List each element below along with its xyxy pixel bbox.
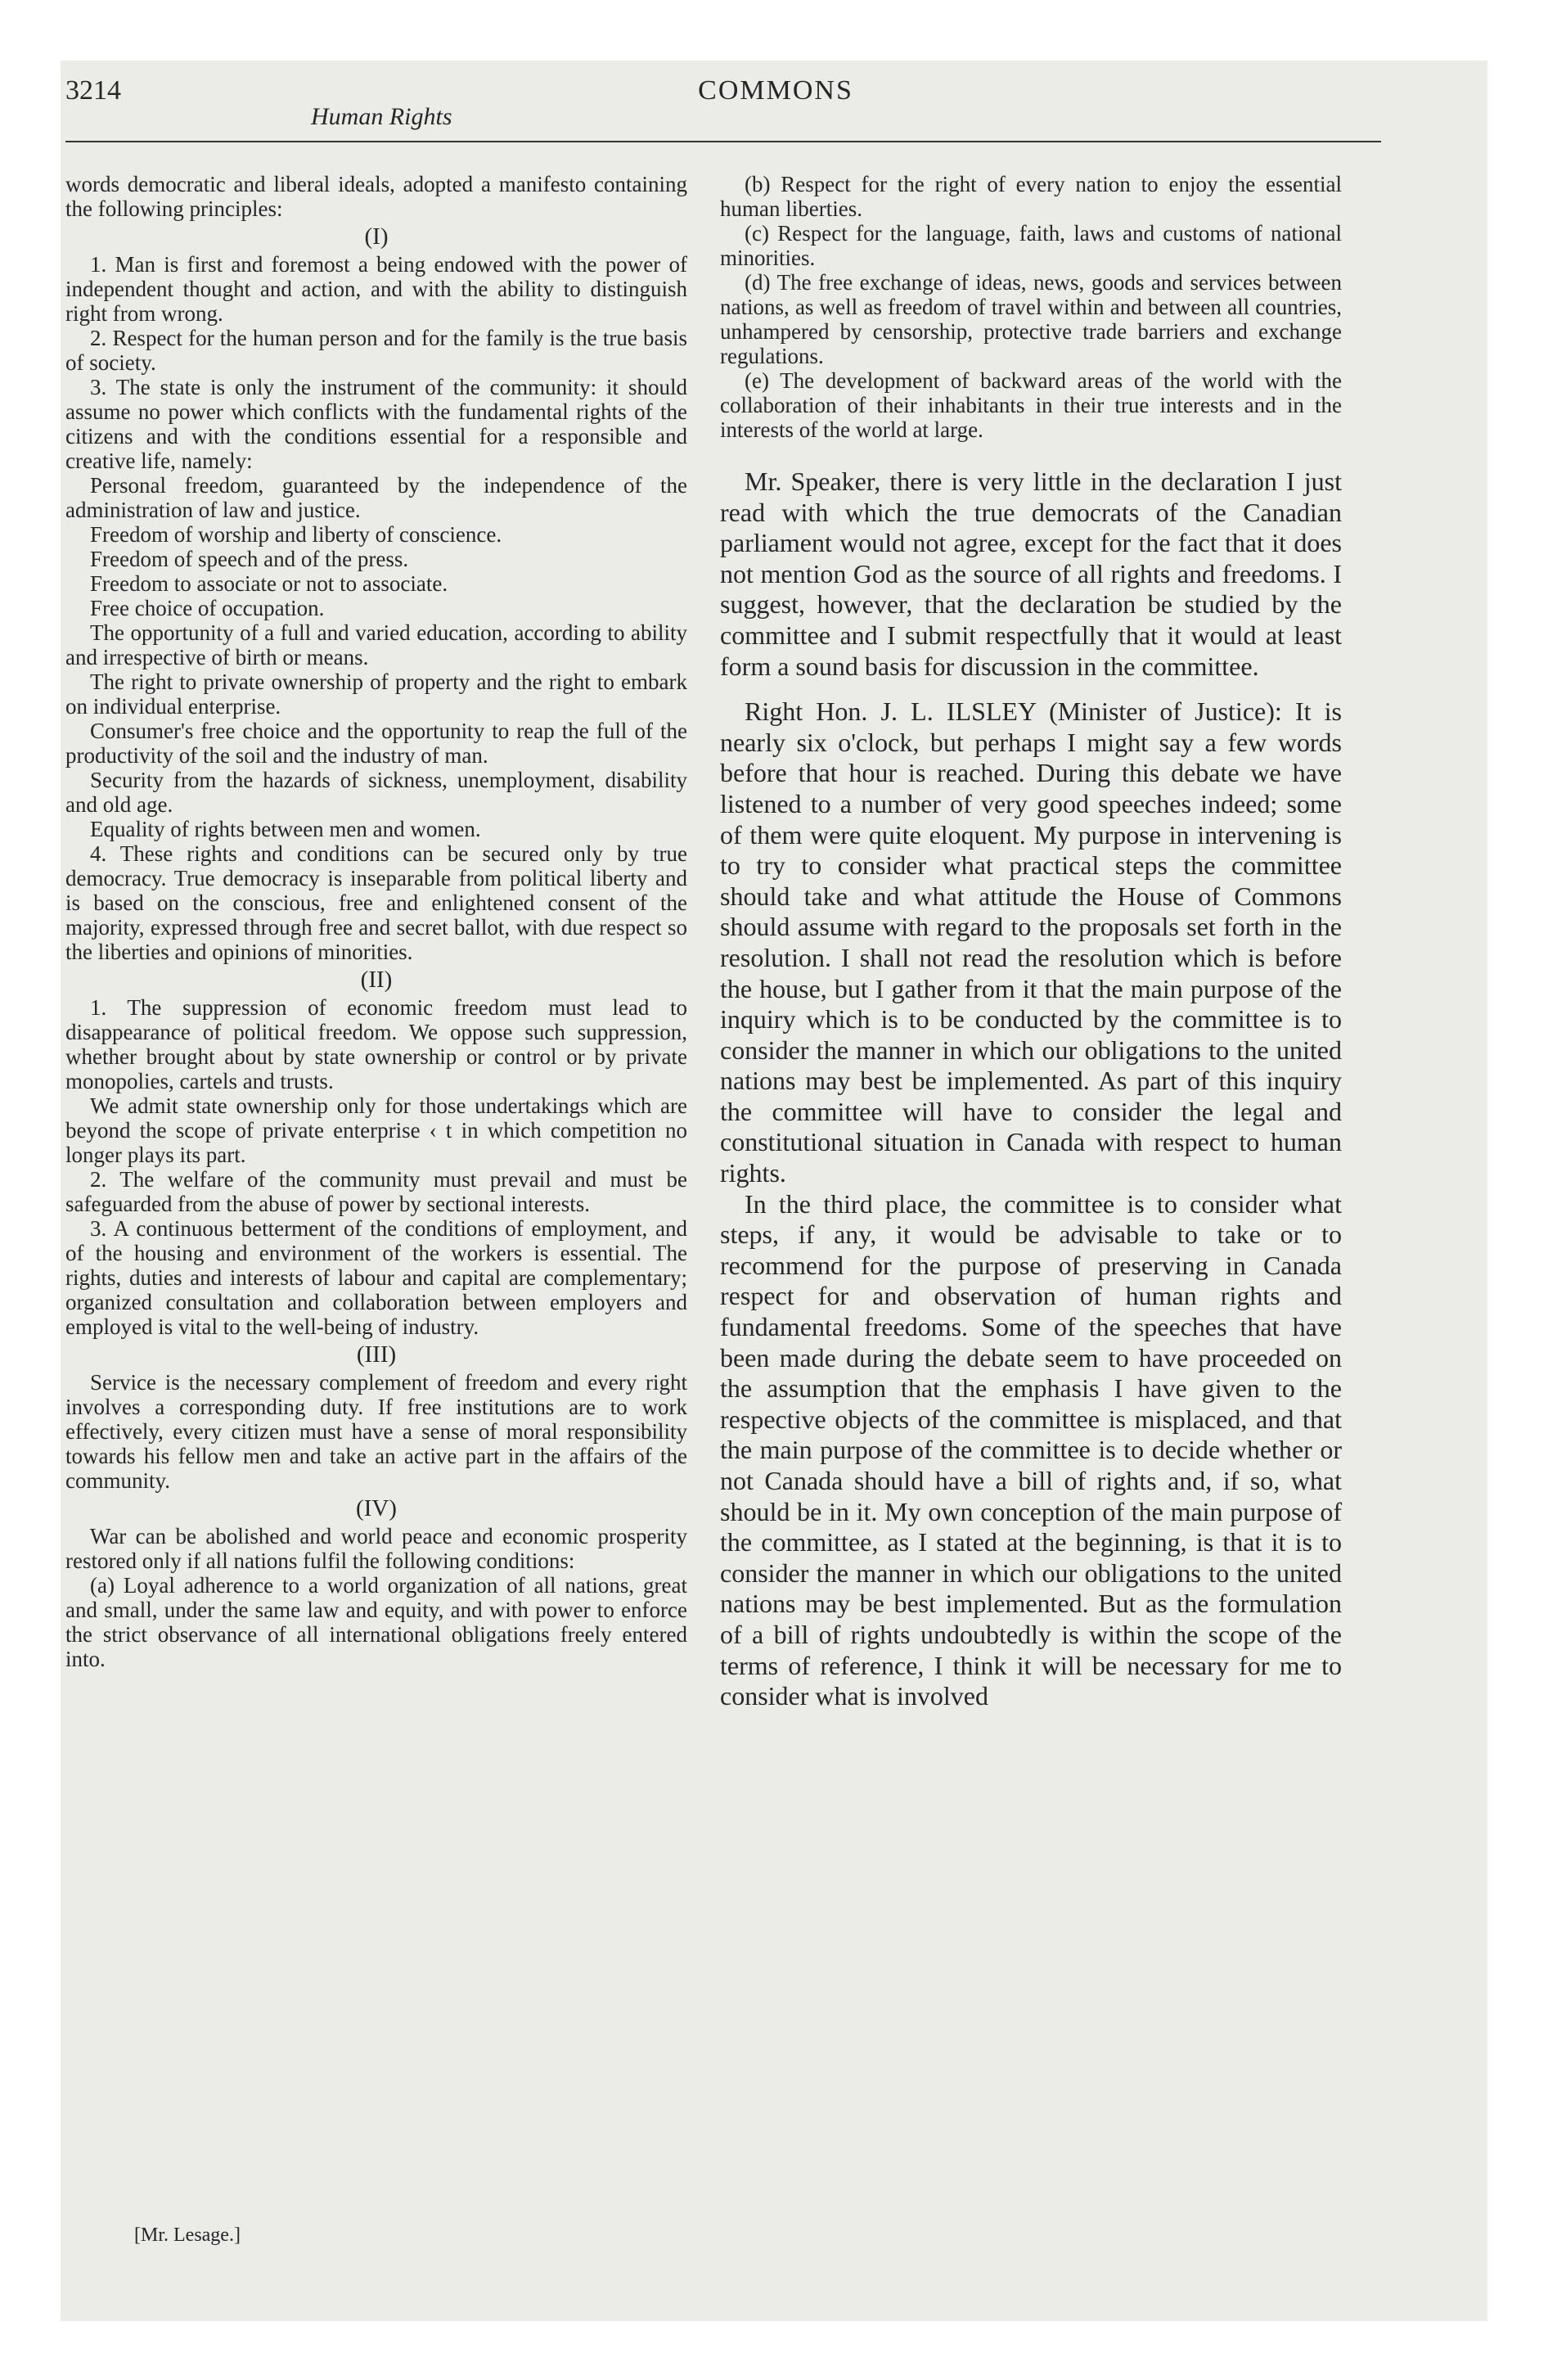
right-column bbox=[720, 172, 1342, 1727]
left-column bbox=[65, 172, 687, 1671]
section-heading-i: (I) bbox=[364, 223, 389, 250]
principle-paragraph: (a) Loyal adherence to a world organization of all nations, great and small, under the same law and equity, and with power to enforce the strict observance of all international obligations freely entered into. bbox=[65, 1573, 687, 1671]
principle-paragraph: 1. The suppression of economic freedom must lead to disappearance of political freedom. We oppose such suppression, whether brought about by state ownership or control or by private monopolies, cartels and trusts. bbox=[65, 995, 687, 1093]
principle-paragraph: Personal freedom, guaranteed by the independence of the administration of law and justice. bbox=[65, 473, 687, 522]
section-heading-ii: (II) bbox=[360, 967, 393, 993]
section-heading-iv: (IV) bbox=[356, 1495, 397, 1521]
intro-paragraph: words democratic and liberal ideals, adopted a manifesto containing the following principles: bbox=[65, 172, 687, 221]
principle-paragraph: We admit state ownership only for those undertakings which are beyond the scope of private enterprise ‹ t in which competition no longer plays its part. bbox=[65, 1093, 687, 1167]
principle-paragraph: 2. The welfare of the community must prevail and must be safeguarded from the abuse of power by sectional interests. bbox=[65, 1167, 687, 1216]
speaker-footer-tag: [Mr. Lesage.] bbox=[134, 2224, 241, 2246]
principle-paragraph: Security from the hazards of sickness, unemployment, disability and old age. bbox=[65, 768, 687, 817]
principle-paragraph: Freedom of speech and of the press. bbox=[90, 547, 409, 571]
speech-paragraph-ilsley: Right Hon. J. L. ILSLEY (Minister of Justice): It is nearly six o'clock, but perhaps I might say a few words before that hour is reached. During this debate we have listened to a number of very good speeches indeed; some of them were quite eloquent. My purpose in intervening is to try to consider what practical steps the committee should take and what attitude the House of Commons should assume with regard to the proposals set forth in the resolution. I shall not read the resolution which is before the house, but I gather from it that the main purpose of the inquiry which is to be conducted by the committee is to consider the manner in which our obligations to the united nations may best be implemented. As part of this inquiry the committee will have to consider the legal and constitutional situation in Canada with respect to human rights. bbox=[720, 696, 1342, 1188]
principle-paragraph: Equality of rights between men and women. bbox=[90, 817, 481, 841]
conditions-list bbox=[720, 172, 1342, 442]
condition-paragraph: (b) Respect for the right of every nation to enjoy the essential human liberties. bbox=[720, 172, 1342, 221]
principle-paragraph: War can be abolished and world peace and economic prosperity restored only if all nations fulfil the following conditions: bbox=[65, 1524, 687, 1573]
principle-paragraph: 3. The state is only the instrument of the community: it should assume no power which conflicts with the fundamental rights of the citizens and with the conditions essential for a responsible and creative life, namely: bbox=[65, 375, 687, 473]
speech-text bbox=[720, 467, 1342, 1712]
principle-paragraph: 3. A continuous betterment of the conditions of employment, and of the housing and environment of the workers is essential. The rights, duties and interests of labour and capital are complementary; organized consultation and collaboration between employers and employed is vital to the well-being of industry. bbox=[65, 1216, 687, 1339]
principle-paragraph: Free choice of occupation. bbox=[90, 596, 325, 620]
condition-paragraph: (d) The free exchange of ideas, news, goods and services between nations, as well as freedom of travel within and between all countries, unhampered by censorship, protective trade barriers and exchange regulations. bbox=[720, 270, 1342, 368]
speech-paragraph-speaker: Mr. Speaker, there is very little in the declaration I just read with which the true democrats of the Canadian parliament would not agree, except for the fact that it does not mention God as the source of all rights and freedoms. I suggest, however, that the declaration be studied by the committee and I submit respectfully that it would at least form a sound basis for discussion in the committee. bbox=[720, 467, 1342, 681]
chamber-heading: COMMONS bbox=[698, 75, 853, 106]
principle-paragraph: Service is the necessary complement of freedom and every right involves a corresponding duty. If free institutions are to work effectively, every citizen must have a sense of moral responsibility towards his fellow men and take an active part in the affairs of the community. bbox=[65, 1370, 687, 1493]
principle-paragraph: Consumer's free choice and the opportunity to reap the full of the productivity of the soil and the industry of man. bbox=[65, 719, 687, 768]
principle-paragraph: Freedom of worship and liberty of conscience. bbox=[90, 522, 502, 547]
running-head: Human Rights bbox=[311, 103, 452, 130]
condition-paragraph: (c) Respect for the language, faith, laws and customs of national minorities. bbox=[720, 221, 1342, 270]
page-number: 3214 bbox=[65, 75, 121, 106]
principle-paragraph: The right to private ownership of property and the right to embark on individual enterprise. bbox=[65, 669, 687, 719]
speech-paragraph-ilsley-cont: In the third place, the committee is to consider what steps, if any, it would be advisable to take or to recommend for the purpose of preserving in Canada respect for and observation of human rights and fundamental freedoms. Some of the speeches that have been made during the debate seem to have proceeded on the assumption that the emphasis I have given to the respective objects of the committee is misplaced, and that the main purpose of the committee is to decide whether or not Canada should have a bill of rights and, if so, what should be in it. My own conception of the main purpose of the committee, as I stated at the beginning, is that it is to consider the manner in which our obligations to the united nations may be best implemented. But as the formulation of a bill of rights undoubtedly is within the scope of the terms of reference, I think it will be necessary for me to consider what is involved bbox=[720, 1188, 1342, 1711]
principle-paragraph: 4. These rights and conditions can be secured only by true democracy. True democracy is inseparable from political liberty and is based on the conscious, free and enlightened consent of the majority, expressed through free and secret ballot, with due respect so the liberties and opinions of minorities. bbox=[65, 841, 687, 964]
principle-paragraph: 1. Man is first and foremost a being endowed with the power of independent thought and action, and with the ability to distinguish right from wrong. bbox=[65, 252, 687, 326]
condition-paragraph: (e) The development of backward areas of the world with the collaboration of their inhabitants in their true interests and in the interests of the world at large. bbox=[720, 368, 1342, 442]
principle-paragraph: 2. Respect for the human person and for the family is the true basis of society. bbox=[65, 326, 687, 375]
principle-paragraph: Freedom to associate or not to associate. bbox=[90, 571, 448, 596]
page-header bbox=[65, 75, 1381, 142]
principle-paragraph: The opportunity of a full and varied education, according to ability and irrespective of birth or means. bbox=[65, 620, 687, 669]
section-heading-iii: (III) bbox=[356, 1341, 397, 1368]
